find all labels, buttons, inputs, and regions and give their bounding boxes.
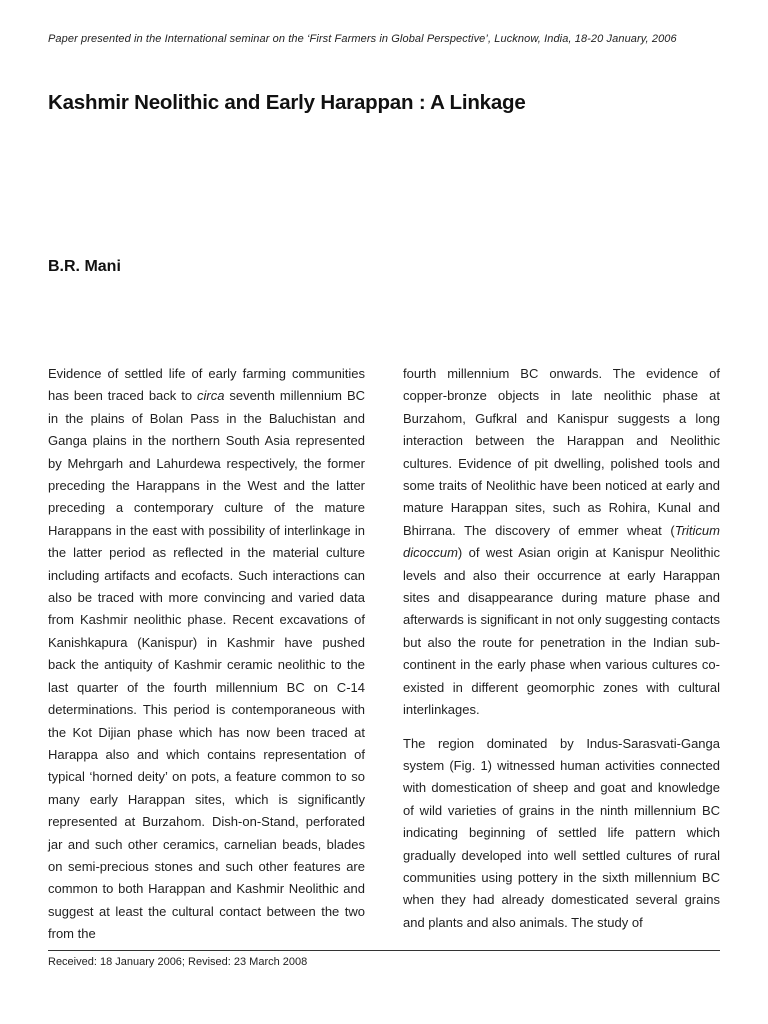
italic-term-circa: circa (197, 388, 225, 404)
paragraph-text: ) of west Asian origin at Kanispur Neolithic levels and also their occurrence at early Harappan sites and disappearance during mature phase and afterwards is significant in not only suggesting contacts but also the route for penetration in the Indian sub-continent in the early phase when various cultures co-existed in different geomorphic zones with cultural interlinkages. (403, 545, 720, 718)
footer-divider (48, 950, 720, 951)
paragraph-text: seventh millennium BC in the plains of Bolan Pass in the Baluchistan and Ganga plains in the northern South Asia represented by Mehrgarh and Lahurdewa respectively, the former preceding the Harappans in the West and the latter preceding a contemporary culture of the mature Harappans in the east with possibility of interlinkage in the latter period as reflected in the material culture including artifacts and ecofacts. Such interactions can also be traced with more convincing and varied data from Kashmir neolithic phase. Recent excavations of Kanishkapura (Kanispur) in Kashmir have pushed back the antiquity of Kashmir ceramic neolithic to the last quarter of the fourth millennium BC on C-14 determinations. This period is contemporaneous with the Kot Dijian phase which has now been traced at Harappa also and which contains representation of typical ‘horned deity’ on pots, a feature common to so many early Harappan sites, which is significantly represented at Burzahom. Dish-on-Stand, perforated jar and such other ceramics, carnelian beads, blades on semi-precious stones and such other features are common to both Harappan and Kashmir Neolithic and suggest at least the cultural contact between the two from the (48, 388, 366, 942)
received-revised-note: Received: 18 January 2006; Revised: 23 March 2008 (48, 956, 308, 968)
paragraph-right-2: The region dominated by Indus-Sarasvati-Ganga system (Fig. 1) witnessed human activities connected with domestication of sheep and goat and knowledge of wild varieties of grains in the ninth millennium BC indicating beginning of settled life pattern which gradually developed into well settled cultures of rural communities using pottery in the sixth millennium BC when they had already domesticated several grains and plants and also animals. The study of (403, 735, 720, 930)
paragraph-text: Evidence of settled life of early farming communities has been traced back to (48, 366, 365, 404)
paragraph-left-1 (48, 363, 365, 946)
paper-title: Kashmir Neolithic and Early Harappan : A Linkage (48, 91, 526, 114)
body-column-right (403, 363, 720, 934)
italic-species-name: Triticum dicoccum (403, 522, 720, 561)
paragraph-right-1 (403, 363, 720, 722)
header-note: Paper presented in the International seminar on the ‘First Farmers in Global Perspective’, Lucknow, India, 18-20 January, 2006 (48, 33, 677, 45)
author-name: B.R. Mani (48, 258, 121, 275)
paragraph-text: fourth millennium BC onwards. The evidence of copper-bronze objects in late neolithic phase at Burzahom, Gufkral and Kanispur suggests a long interaction between the Harappan and Neolithic cultures. Evidence of pit dwelling, polished tools and some traits of Neolithic have been noticed at early and mature Harappan sites, such as Rohira, Kunal and Bhirrana. The discovery of emmer wheat ( (403, 366, 720, 538)
body-column-left (48, 363, 365, 946)
